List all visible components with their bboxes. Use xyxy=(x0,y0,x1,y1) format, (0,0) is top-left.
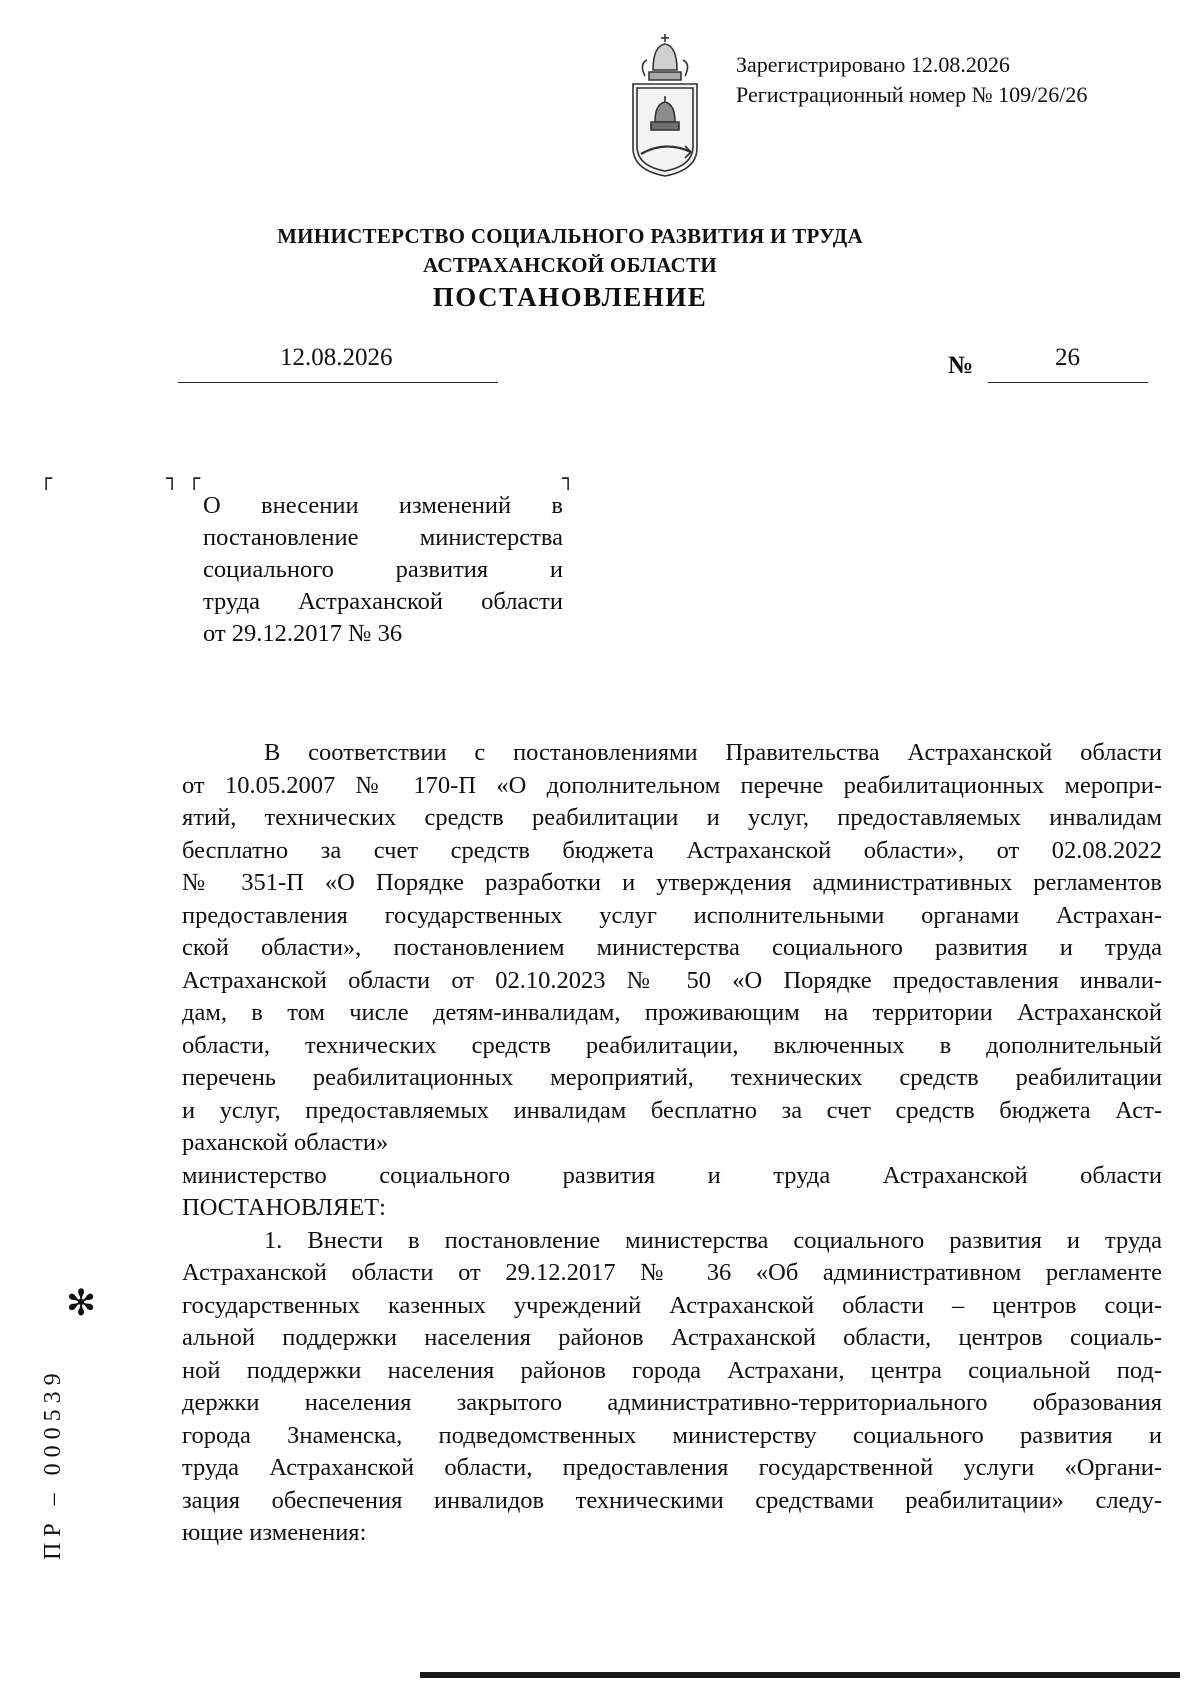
body-line: ющие изменения: xyxy=(182,1519,367,1546)
subject-line: труда Астраханской области xyxy=(203,588,563,615)
body-line: альной поддержки населения районов Астраханской области, центров социаль- xyxy=(182,1324,1162,1351)
side-star-mark: ✻ xyxy=(66,1283,97,1324)
body-line: предоставления государственных услуг исполнительными органами Астрахан- xyxy=(182,901,1162,929)
side-document-code: ПР – 000539 xyxy=(40,1367,66,1560)
subject-line: О внесении изменений в xyxy=(203,492,563,519)
body-line: ПОСТАНОВЛЯЕТ: xyxy=(182,1194,386,1221)
body-line: труда Астраханской области, предоставления государственной услуги «Органи- xyxy=(182,1454,1162,1481)
body-line: и услуг, предоставляемых инвалидам бесплатно за счет средств бюджета Аст- xyxy=(182,1096,1162,1124)
body-line: дам, в том числе детям-инвалидам, проживающим на территории Астраханской xyxy=(182,999,1162,1026)
corner-bracket-icon: ┐ xyxy=(166,466,179,490)
body-line: города Знаменска, подведомственных министерству социального развития и xyxy=(182,1421,1162,1449)
body-line: Астраханской области от 02.10.2023 № 50 «О Порядке предоставления инвали- xyxy=(182,966,1162,994)
body-line: ской области», постановлением министерства социального развития и труда xyxy=(182,934,1162,961)
body-line: Астраханской области от 29.12.2017 № 36 «Об административном регламенте xyxy=(182,1259,1162,1286)
astrakhan-coat-of-arms-icon xyxy=(625,30,705,180)
number-sign: № xyxy=(948,352,974,379)
ministry-name xyxy=(200,222,940,280)
scan-edge-bar xyxy=(420,1672,1180,1678)
corner-bracket-icon: ┐ xyxy=(562,466,575,490)
document-body xyxy=(182,737,1162,1550)
document-subject xyxy=(203,490,563,650)
corner-bracket-icon: ┌ xyxy=(188,466,201,490)
subject-line: от 29.12.2017 № 36 xyxy=(203,620,403,647)
body-line: № 351-П «О Порядке разработки и утверждения административных регламентов xyxy=(182,869,1162,896)
document-number: 26 xyxy=(1055,344,1080,371)
corner-bracket-icon: ┌ xyxy=(40,466,53,490)
body-line: ной поддержки населения районов города Астрахани, центра социальной под- xyxy=(182,1356,1162,1384)
registration-date: Зарегистрировано 12.08.2026 xyxy=(736,52,1010,77)
body-line: ятий, технических средств реабилитации и услуг, предоставляемых инвалидам xyxy=(182,804,1162,831)
body-line: государственных казенных учреждений Астраханской области – центров соци- xyxy=(182,1291,1162,1319)
body-line: министерство социального развития и труда Астраханской области xyxy=(182,1161,1162,1189)
body-line: раханской области» xyxy=(182,1129,389,1156)
ministry-line-2: АСТРАХАНСКОЙ ОБЛАСТИ xyxy=(422,253,718,277)
body-line: В соответствии с постановлениями Правительства Астраханской области xyxy=(264,739,1162,766)
body-line: зация обеспечения инвалидов техническими средствами реабилитации» следу- xyxy=(182,1486,1162,1514)
document-date: 12.08.2026 xyxy=(280,344,393,371)
body-line: от 10.05.2007 № 170-П «О дополнительном перечне реабилитационных меропри- xyxy=(182,771,1162,799)
ministry-line-1: МИНИСТЕРСТВО СОЦИАЛЬНОГО РАЗВИТИЯ И ТРУДА xyxy=(277,224,863,248)
body-line: 1. Внести в постановление министерства социального развития и труда xyxy=(264,1226,1162,1254)
subject-line: постановление министерства xyxy=(203,524,563,551)
document-type: ПОСТАНОВЛЕНИЕ xyxy=(432,282,708,312)
body-line: держки населения закрытого административно-территориального образования xyxy=(182,1389,1162,1416)
subject-line: социального развития и xyxy=(203,556,563,583)
registration-number: Регистрационный номер № 109/26/26 xyxy=(736,82,1088,107)
body-line: бесплатно за счет средств бюджета Астраханской области», от 02.08.2022 xyxy=(182,836,1162,864)
registration-block xyxy=(736,50,1087,110)
body-line: области, технических средств реабилитации, включенных в дополнительный xyxy=(182,1031,1162,1059)
body-line: перечень реабилитационных мероприятий, технических средств реабилитации xyxy=(182,1064,1162,1091)
